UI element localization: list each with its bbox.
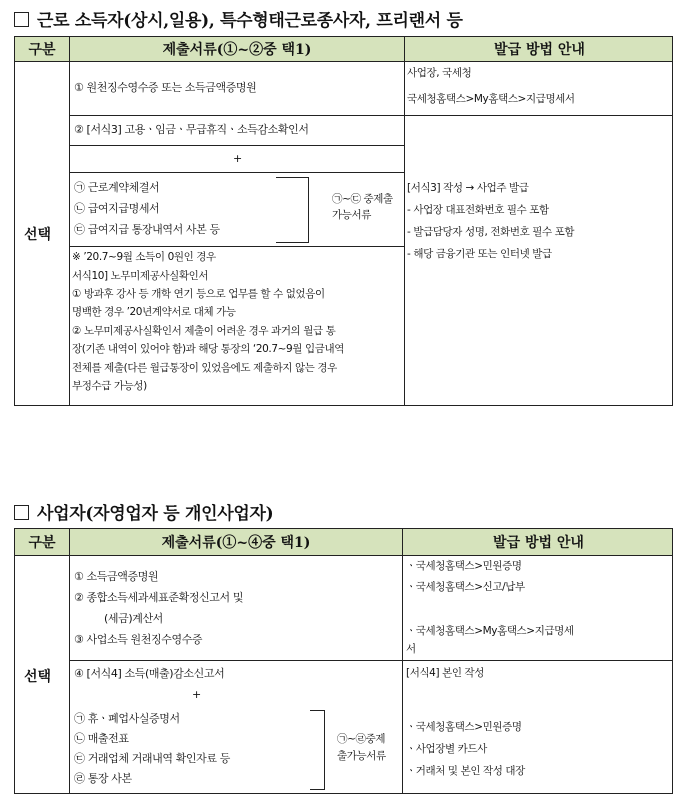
header-issue-method: 발급 방법 안내 — [494, 42, 585, 58]
sub-doc-1: ㉠ 근로계약체결서 — [74, 181, 160, 194]
header-category: 구분 — [15, 37, 70, 61]
sub-issue-line: ㆍ거래처 및 본인 작성 대장 — [406, 765, 525, 777]
header-category: 구분 — [15, 529, 70, 555]
issue-line: 서 — [406, 643, 416, 655]
doc-item: ① 소득금액증명원 — [74, 570, 159, 583]
header-issue-method: 발급 방법 안내 — [493, 535, 584, 551]
brace-bracket — [310, 710, 325, 790]
sub-doc: ㉣ 통장 사본 — [74, 772, 132, 785]
issue-line: ㆍ국세청홈택스>민원증명 — [406, 560, 522, 572]
doc-item: ③ 사업소득 원천징수영수증 — [74, 633, 203, 646]
note-line: 서식10] 노무미제공사실확인서 — [72, 270, 209, 282]
doc-option-4: ④ [서식4] 소득(매출)감소신고서 — [74, 667, 225, 680]
section2-header-row — [14, 528, 673, 556]
note-line: 장(기존 내역이 있어야 함)과 해당 통장의 ‘20.7~9월 입금내역 — [72, 343, 344, 355]
sub-doc: ㉠ 휴ㆍ폐업사실증명서 — [74, 712, 180, 725]
sub-note-line1: ㉠~㉣중제 — [337, 733, 386, 745]
section1-table — [14, 36, 673, 406]
issue-line: ㆍ국세청홈택스>신고/납부 — [406, 581, 525, 593]
checkbox-icon — [14, 12, 29, 27]
note-line: 명백한 경우 ’20년계약서로 대체 가능 — [72, 306, 236, 318]
plus-sign: + — [233, 152, 242, 165]
sub-doc-3: ㉢ 급여지급 통장내역서 사본 등 — [74, 223, 220, 236]
issue-option-2-line4: - 해당 금융기관 또는 인터넷 발급 — [407, 248, 552, 260]
issue-line: ㆍ국세청홈택스>My홈택스>지급명세 — [406, 625, 574, 637]
doc-item: ② 종합소득세과세표준확정신고서 및 — [74, 591, 244, 604]
sub-issue-line: ㆍ사업장별 카드사 — [406, 743, 487, 755]
doc-option-1: ① 원천징수영수증 또는 소득금액증명원 — [74, 81, 257, 94]
sub-issue-line: ㆍ국세청홈택스>민원증명 — [406, 721, 522, 733]
category-select: 선택 — [24, 227, 52, 243]
sub-note-line2: 가능서류 — [332, 209, 371, 221]
header-documents: 제출서류(①~④중 택1) — [70, 529, 403, 555]
issue-option-2-line2: - 사업장 대표전화번호 필수 포함 — [407, 204, 549, 216]
checkbox-icon — [14, 505, 29, 520]
issue-option-1-line1: 사업장, 국세청 — [407, 67, 472, 79]
section2-table — [14, 528, 673, 794]
header-documents: 제출서류(①~②중 택1) — [70, 37, 405, 61]
doc-option-2: ② [서식3] 고용ㆍ임금ㆍ무급휴직ㆍ소득감소확인서 — [74, 123, 309, 136]
note-line: 부정수급 가능성) — [72, 380, 147, 392]
issue-option-2-line3: - 발급담당자 성명, 전화번호 필수 포함 — [407, 226, 575, 238]
note-line: ① 방과후 강사 등 개학 연기 등으로 업무를 할 수 없었음이 — [72, 288, 325, 300]
issue-option-4: [서식4] 본인 작성 — [406, 667, 485, 679]
sub-doc-2: ㉡ 급여지급명세서 — [74, 202, 160, 215]
doc-item: (세금)계산서 — [104, 612, 163, 625]
note-line: ※ ’20.7~9월 소득이 0원인 경우 — [72, 251, 216, 263]
note-line: ② 노무미제공사실확인서 제출이 어려운 경우 과거의 월급 통 — [72, 325, 336, 337]
plus-sign: + — [192, 688, 201, 701]
section1-title: 근로 소득자(상시,일용), 특수형태근로종사자, 프리랜서 등 — [14, 6, 463, 31]
sub-note-line1: ㉠~㉢ 중제출 — [332, 193, 393, 205]
category-select: 선택 — [24, 669, 52, 685]
sub-doc: ㉡ 매출전표 — [74, 732, 129, 745]
section1-header-row — [14, 36, 673, 62]
issue-option-2-line1: [서식3] 작성 → 사업주 발급 — [407, 182, 529, 194]
sub-note-line2: 출가능서류 — [337, 750, 386, 762]
issue-option-1-line2: 국세청홈택스>My홈택스>지급명세서 — [407, 93, 575, 105]
section2-title: 사업자(자영업자 등 개인사업자) — [14, 499, 273, 524]
brace-bracket — [276, 177, 309, 243]
note-line: 전체를 제출(다른 월급통장이 있었음에도 제출하지 않는 경우 — [72, 362, 337, 374]
sub-doc: ㉢ 거래업체 거래내역 확인자료 등 — [74, 752, 230, 765]
